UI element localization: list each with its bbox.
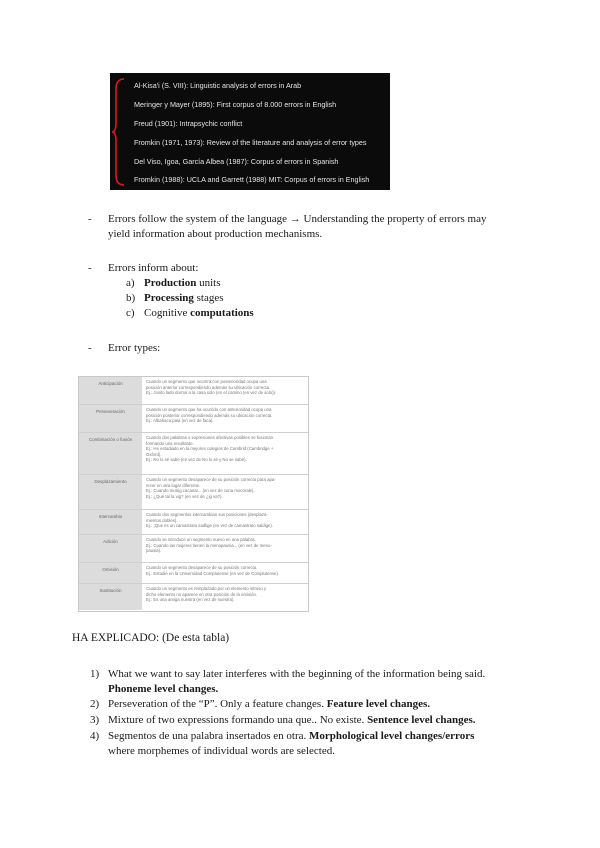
table-row: Anticipación Cuando un segmento que ocurrirá con posterioridad ocupa una posición anterior correspondiendo además su ubicación correcta. Ej.: Josito lado dormir a la casa solo (en el camino (en vez de solo)). bbox=[79, 377, 308, 405]
bullet-text-line: yield information about production mechanisms. bbox=[108, 228, 323, 240]
sub-item-computations: c) Cognitive computations bbox=[126, 307, 254, 319]
timeline-item: Al-Kisa'i (S. VIII): Linguistic analysis of errors in Arab bbox=[134, 81, 302, 90]
table-row: Desplazamiento Cuando un segmento desaparece de su posición correcta para apa- recer en otra lugar diferente. Ej.: Cuando mutúg cacanar... (en vez de cuna mocorale). Ej.: ¿Qué tal la vig? (en vez de ¿ig va?). bbox=[79, 475, 308, 510]
error-types-table bbox=[78, 376, 309, 612]
bullet-text-line: Errors follow the system of the language → Understanding the property of errors may bbox=[108, 213, 487, 225]
bullet-dash: - bbox=[88, 342, 92, 354]
timeline-item: Fromkin (1988): UCLA and Garrett (1988) MIT: Corpus of errors in English bbox=[134, 175, 370, 184]
sub-item-processing: b) Processing stages bbox=[126, 292, 224, 304]
red-brace-icon bbox=[112, 77, 126, 187]
table-row: Sustitución Cuando un segmento es remplazado por un elemento intruso y dicho elemento no aparece en otra posición de la emisión. Ej.: Es una amiga nuestra (en vez de nuestra). bbox=[79, 584, 308, 610]
table-row: Perseveración Cuando un segmento que ha ocurrido con anterioridad ocupa una posición posterior correspondiendo además su ubicación correcta. Ej.: Albahaca pala (en vez de faca). bbox=[79, 405, 308, 433]
table-row: Adición Cuando se introduce un segmento nuevo en una palabra. Ej.: Cuando las mujeres tienen la menopausia... (en vez de meno- pausia). bbox=[79, 535, 308, 563]
bullet-text: Error types: bbox=[108, 342, 161, 354]
timeline-item: Meringer y Mayer (1895): First corpus of 8.000 errors in English bbox=[134, 100, 337, 109]
table-row: Omisión Cuando un segmento desaparece de su posición correcta. Ej.: Estudié en la Universidad Complutense (en vez de Complutense). bbox=[79, 563, 308, 584]
timeline-item: Fromkin (1971, 1973): Review of the literature and analysis of error types bbox=[134, 138, 367, 147]
bullet-dash: - bbox=[88, 262, 92, 274]
bullet-text: Errors inform about: bbox=[108, 262, 199, 274]
bullet-dash: - bbox=[88, 213, 92, 225]
table-row: Intercambio Cuando dos segmentos intercambian sus posiciones (desplaza- mientos dobles). Ej.: ¡Que es un camastrato sadlige (en vez de camastrato saldige). bbox=[79, 510, 308, 535]
timeline-image bbox=[110, 73, 390, 190]
timeline-item: Del Viso, Igoa, García Albea (1987): Corpus of errors in Spanish bbox=[134, 157, 339, 166]
timeline-item: Freud (1901): Intrapsychic conflict bbox=[134, 119, 243, 128]
table-row: Combinación o fusión Cuando dos palabras o expresiones afectivas posibles se fusionan formando una resultante. Ej.: He estudiado en la mejores colegios de Cambrid (Cambridge + Oxford). Ej.: No lo sé sabe (en vez de No lo sé y No se sabe). bbox=[79, 433, 308, 475]
section-heading: HA EXPLICADO: (De esta tabla) bbox=[72, 632, 230, 644]
sub-item-production: a) Production units bbox=[126, 277, 221, 289]
